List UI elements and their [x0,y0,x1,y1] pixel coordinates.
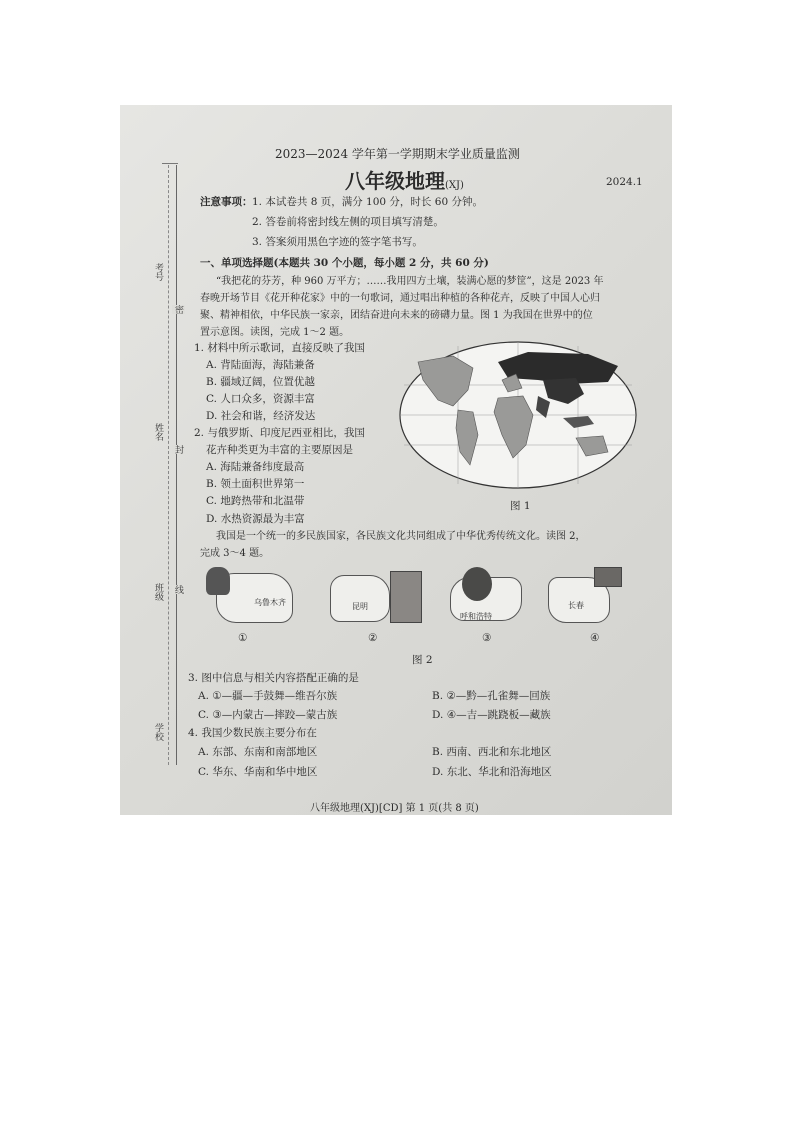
q1-option-d: D. 社会和谐，经济发达 [206,410,316,422]
q4-option-c: C. 华东、华南和华中地区 [198,766,318,778]
fig1-caption: 图 1 [510,500,531,512]
q3-option-a: A. ①—疆—手鼓舞—维吾尔族 [198,690,338,702]
seal-char-xian: 线 [173,585,183,594]
subject-title [345,165,464,194]
seal-char-mi: 密 [173,305,183,314]
q3-option-d: D. ④—吉—跳跷板—藏族 [432,709,551,721]
margin-label-exam-no: 考号 [153,263,163,281]
fig2-number-3: ③ [482,632,492,644]
notes-item-1: 1. 本试卷共 8 页，满分 100 分，时长 60 分钟。 [252,196,483,208]
q2-option-d: D. 水热资源最为丰富 [206,513,305,525]
notes-label: 注意事项： [200,196,253,208]
map-label-1: 乌鲁木齐 [254,598,286,607]
section1-intro-line-2: 春晚开场节目《花开种花家》中的一句歌词，通过唱出种植的各种花卉，反映了中国人心归 [200,293,600,304]
q4-option-b: B. 西南、西北和东北地区 [432,746,552,758]
q3-option-b: B. ②—黔—孔雀舞—回族 [432,690,551,702]
q1-option-b: B. 疆域辽阔，位置优越 [206,376,315,388]
map-province-2 [330,575,390,622]
seal-char-feng: 封 [173,445,183,454]
fig2-number-4: ④ [590,632,600,644]
q2-stem-line-1: 2. 与俄罗斯、印度尼西亚相比，我国 [194,427,365,439]
margin-line [176,165,177,765]
margin-tick [162,163,178,164]
q4-option-a: A. 东部、东南和南部地区 [198,746,318,758]
q2-option-a: A. 海陆兼备纬度最高 [206,461,305,473]
fig2-number-2: ② [368,632,378,644]
margin-label-name: 姓名 [153,423,163,441]
intro2-line-2: 完成 3～4 题。 [200,548,270,559]
subject-name: 八年级地理 [345,169,445,193]
costume-image-1 [206,567,230,595]
q1-option-c: C. 人口众多，资源丰富 [206,393,315,405]
section1-heading: 一、单项选择题(本题共 30 个小题，每小题 2 分，共 60 分) [200,257,489,269]
q2-option-c: C. 地跨热带和北温带 [206,495,305,507]
exam-date: 2024.1 [606,176,643,188]
margin-label-school: 学校 [153,723,163,741]
costume-image-2 [390,571,422,623]
q2-option-b: B. 领土面积世界第一 [206,478,305,490]
q4-stem: 4. 我国少数民族主要分布在 [188,727,317,739]
seal-dashed-line [168,165,169,765]
page-footer: 八年级地理(XJ)[CD] 第 1 页(共 8 页) [310,803,479,814]
q3-stem: 3. 图中信息与相关内容搭配正确的是 [188,672,359,684]
q4-option-d: D. 东北、华北和沿海地区 [432,766,552,778]
section1-intro-line-3: 聚、精神相依，中华民族一家亲，团结奋进向未来的磅礴力量。图 1 为我国在世界中的位 [200,310,593,321]
dance-image-4 [594,567,622,587]
q1-stem: 1. 材料中所示歌词，直接反映了我国 [194,342,365,354]
subject-suffix: (XJ) [445,180,464,191]
q3-option-c: C. ③—内蒙古—摔跤—蒙古族 [198,709,338,721]
section1-intro-line-1: “我把花的芬芳，种 960 万平方；……我用四方土壤，装满心愿的梦筐”，这是 2023 年 [216,276,604,287]
fig2-number-1: ① [238,632,248,644]
notes-item-3: 3. 答案须用黑色字迹的签字笔书写。 [252,236,423,248]
map-label-3: 呼和浩特 [460,612,492,621]
fig2-caption: 图 2 [412,654,433,666]
exam-title: 2023—2024 学年第一学期期末学业质量监测 [275,147,520,161]
map-label-2: 昆明 [352,602,368,611]
wrestling-image-3 [462,567,492,601]
map-label-4: 长春 [568,601,584,610]
intro2-line-1: 我国是一个统一的多民族国家，各民族文化共同组成了中华优秀传统文化。读图 2， [216,531,586,542]
margin-label-class: 班级 [153,583,163,601]
q2-stem-line-2: 花卉种类更为丰富的主要原因是 [206,444,353,456]
section1-intro-line-4: 置示意图。读图，完成 1～2 题。 [200,327,350,338]
notes-item-2: 2. 答卷前将密封线左侧的项目填写清楚。 [252,216,444,228]
exam-paper-photo [120,105,672,815]
q1-option-a: A. 背陆面海，海陆兼备 [206,359,315,371]
world-map-figure [398,340,638,490]
